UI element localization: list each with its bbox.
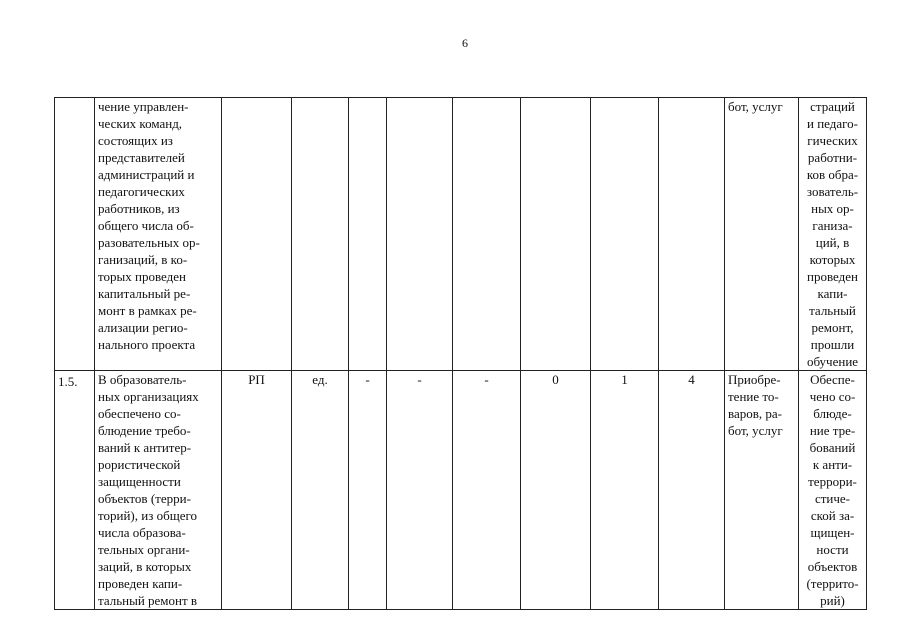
- value-cell: [387, 371, 453, 610]
- indicators-table: [54, 97, 867, 610]
- value-cell: [349, 98, 387, 371]
- description-cell: [95, 371, 222, 610]
- row-number: 1.5.: [58, 374, 78, 389]
- result-cell: [799, 371, 867, 610]
- activity-type: Приобре- тение то- варов, ра- бот, услуг: [728, 372, 783, 438]
- expected-result: Обеспе- чено со- блюде- ние тре- бований к анти- террори- стиче- ской за- щищен- ности объектов (террито- рий): [806, 372, 859, 608]
- level-cell: [222, 371, 292, 610]
- value-4: 0: [552, 372, 559, 387]
- description-cell: [95, 98, 222, 371]
- value-cell: [349, 371, 387, 610]
- expected-result: страций и педаго- гических работни- ков обра- зователь- ных ор- ганиза- ций, в которых проведен капи- тальный ремонт, прошли обучение: [806, 99, 859, 369]
- project-level: РП: [248, 372, 265, 387]
- activity-type: бот, услуг: [728, 99, 783, 114]
- value-1: -: [365, 372, 370, 387]
- indicator-description: чение управлен- ческих команд, состоящих из представителей администраций и педагогических работников, из общего числа об- разовательных ор- ганизаций, в ко- торых проведен капитальный ре- монт в рамках ре- ализации регио- нального проекта: [98, 99, 200, 352]
- value-cell: [453, 371, 521, 610]
- indicator-description: В образователь- ных организациях обеспечено со- блюдение требо- ваний к антитер- рористической защищенности объектов (терри- торий), из общего числа образова- тельных органи- заций, в которых проведен капи- тальный ремонт в: [98, 372, 199, 608]
- value-cell: [591, 98, 659, 371]
- table-row: [55, 371, 867, 610]
- value-cell: [521, 371, 591, 610]
- value-cell: [387, 98, 453, 371]
- value-cell: [659, 371, 725, 610]
- activity-cell: [725, 371, 799, 610]
- unit-cell: [292, 371, 349, 610]
- unit-cell: [292, 98, 349, 371]
- table-row: [55, 98, 867, 371]
- row-number-cell: [55, 371, 95, 610]
- value-cell: [659, 98, 725, 371]
- unit: ед.: [312, 372, 328, 387]
- value-cell: [591, 371, 659, 610]
- level-cell: [222, 98, 292, 371]
- row-number-cell: [55, 98, 95, 371]
- page-number: 6: [462, 36, 468, 50]
- value-5: 1: [621, 372, 628, 387]
- value-cell: [453, 98, 521, 371]
- value-2: -: [417, 372, 422, 387]
- row-number: [58, 98, 91, 100]
- value-6: 4: [688, 372, 695, 387]
- value-3: -: [484, 372, 489, 387]
- value-cell: [521, 98, 591, 371]
- result-cell: [799, 98, 867, 371]
- activity-cell: [725, 98, 799, 371]
